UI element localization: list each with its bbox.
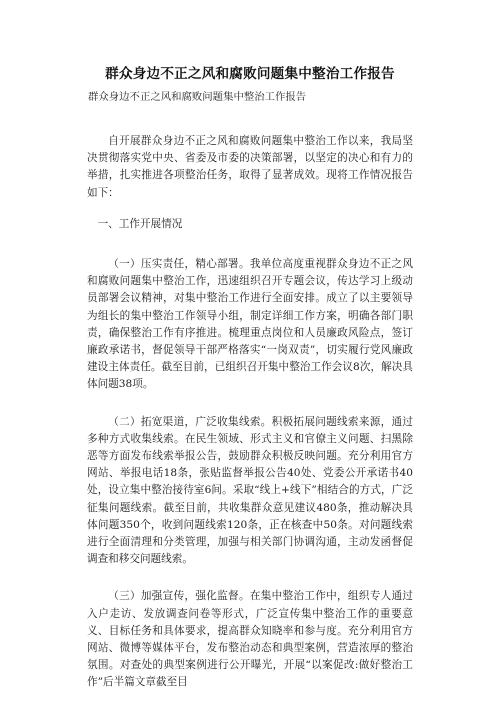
paragraph-responsibility: （一）压实责任，精心部署。我单位高度重视群众身边不正之风和腐败问题集中整治工作，迅速组织召开专题会议，传达学习上级动员部署会议精神，对集中整治工作进行全面安排。成立了以主要领导为组长的集中整治工作领导小组，制定详细工作方案，明确各部门职责，确保整治工作有序推进。梳理重点岗位和人员廉政风险点，签订廉政承诺书，督促领导干部严格落实“一岗双责”，切实履行党风廉政建设主体责任。截至目前，已组织召开集中整治工作会议8次，解决具体问题38项。 (87, 258, 413, 391)
document-subtitle: 群众身边不正之风和腐败问题集中整治工作报告 (88, 91, 307, 103)
paragraph-publicity-supervision: （三）加强宣传，强化监督。在集中整治工作中，组织专人通过入户走访、发放调查问卷等形式，广泛宣传集中整治工作的重要意义、目标任务和具体要求，提高群众知晓率和参与度。充分利用官方网站、微博等媒体平台，发布整治动态和典型案例，营造浓厚的整治氛围。对查处的典型案例进行公开曝光，开展“以案促改:做好整治工作”后半篇文章截至目 (87, 590, 413, 689)
paragraph-clue-collection: （二）拓宽渠道，广泛收集线索。积极拓展问题线索来源，通过多种方式收集线索。在民生领域、形式主义和官僚主义问题、扫黑除恶等方面发布线索举报公告，鼓励群众积极反映问题。充分利用官方网站、举报电话18条，张贴监督举报公告40处、党委公开承诺书40处，设立集中整治接待室6间。采取“线上+线下”相结合的方式，广泛征集问题线索。截至目前，共收集群众意见建议480条，推动解决具体问题350个，收到问题线索120条，正在核查中50条。对问题线索进行全面清理和分类管理，加强与相关部门协调沟通，主动发函督促调查和移交问题线索。 (87, 415, 413, 566)
section-heading-work-status: 一、工作开展情况 (97, 217, 183, 230)
intro-paragraph: 自开展群众身边不正之风和腐败问题集中整治工作以来，我局坚决贯彻落实党中央、省委及市委的决策部署，以坚定的决心和有力的举措，扎实推进各项整治任务，取得了显著成效。现将工作情况报告如下： (87, 135, 413, 199)
document-title: 群众身边不正之风和腐败问题集中整治工作报告 (105, 66, 395, 82)
